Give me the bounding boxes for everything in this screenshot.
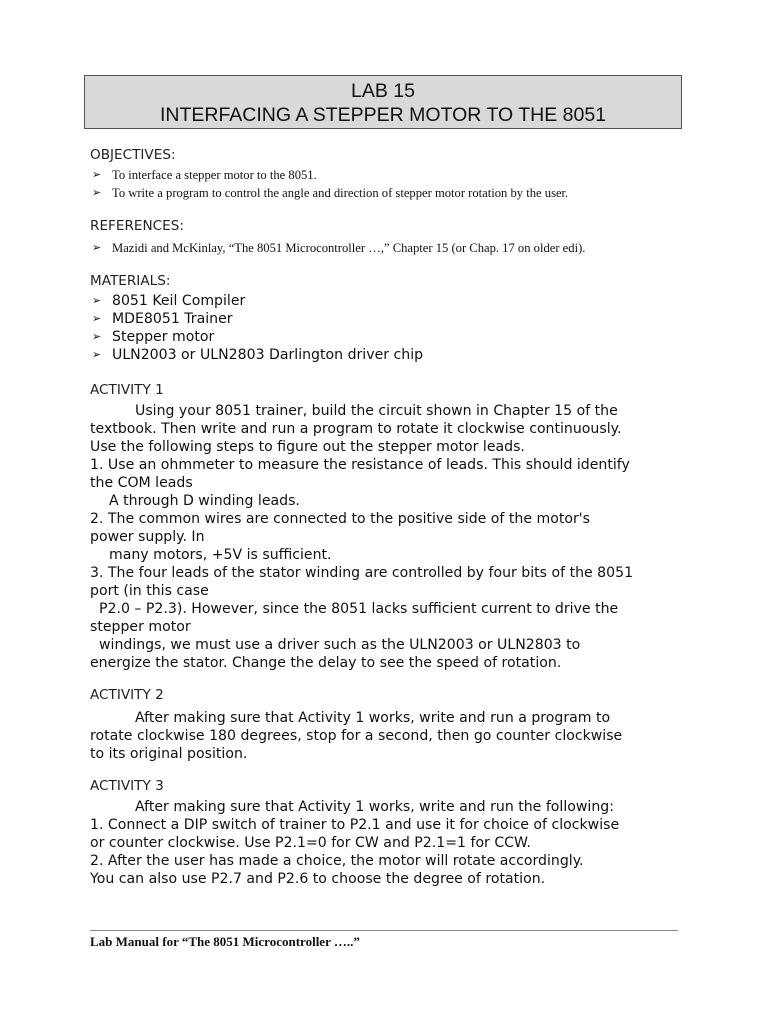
footer-divider <box>90 930 678 931</box>
activity1-body <box>90 402 690 672</box>
text-line: windings, we must use a driver such as the ULN2003 or ULN2803 to <box>99 637 581 653</box>
arrow-bullet-icon: ➢ <box>92 348 102 361</box>
activity2-section <box>90 686 690 763</box>
text-line: the COM leads <box>90 475 193 491</box>
activity2-body <box>90 709 690 763</box>
text-line: energize the stator. Change the delay to see the speed of rotation. <box>90 655 562 671</box>
text-line: Using your 8051 trainer, build the circuit shown in Chapter 15 of the <box>135 403 618 419</box>
text-line: 1. Connect a DIP switch of trainer to P2.1 and use it for choice of clockwise <box>90 817 620 833</box>
list-item: ➢ Mazidi and McKinlay, “The 8051 Microcontroller …,” Chapter 15 (or Chap. 17 on older edi). <box>92 241 586 255</box>
arrow-bullet-icon: ➢ <box>92 294 102 307</box>
footer-text: Lab Manual for “The 8051 Microcontroller …..” <box>90 934 360 949</box>
activity1-heading: ACTIVITY 1 <box>90 382 164 398</box>
text-line: many motors, +5V is sufficient. <box>109 547 332 563</box>
list-item: ➢ MDE8051 Trainer <box>92 311 233 327</box>
text-line: P2.0 – P2.3). However, since the 8051 lacks sufficient current to drive the <box>99 601 619 617</box>
arrow-bullet-icon: ➢ <box>92 186 102 199</box>
text-line: power supply. In <box>90 529 205 545</box>
text-line: You can also use P2.7 and P2.6 to choose the degree of rotation. <box>90 871 546 887</box>
objectives-heading: OBJECTIVES: <box>90 147 176 163</box>
activity1-section <box>90 381 690 672</box>
materials-list <box>90 292 690 364</box>
arrow-bullet-icon: ➢ <box>92 330 102 343</box>
list-item: ➢ To interface a stepper motor to the 8051. <box>92 168 317 182</box>
references-list <box>90 239 690 257</box>
text-line: to its original position. <box>90 746 248 762</box>
references-section <box>90 217 690 257</box>
arrow-bullet-icon: ➢ <box>92 312 102 325</box>
references-heading: REFERENCES: <box>90 218 184 234</box>
text-line: Use the following steps to figure out the stepper motor leads. <box>90 439 525 455</box>
objectives-section <box>90 146 690 202</box>
text-line: 2. After the user has made a choice, the motor will rotate accordingly. <box>90 853 584 869</box>
lab-title: INTERFACING A STEPPER MOTOR TO THE 8051 <box>159 104 607 126</box>
text-line: After making sure that Activity 1 works, write and run a program to <box>135 710 611 726</box>
text-line: port (in this case <box>90 583 209 599</box>
text-line: 1. Use an ohmmeter to measure the resistance of leads. This should identify <box>90 457 630 473</box>
activity3-body <box>90 798 690 888</box>
list-item: ➢ To write a program to control the angle and direction of stepper motor rotation by the user. <box>92 186 569 200</box>
text-line: rotate clockwise 180 degrees, stop for a second, then go counter clockwise <box>90 728 623 744</box>
activity2-heading: ACTIVITY 2 <box>90 687 164 703</box>
activity3-heading: ACTIVITY 3 <box>90 778 164 794</box>
text-line: A through D winding leads. <box>109 493 300 509</box>
materials-section <box>90 272 690 364</box>
text-line: 3. The four leads of the stator winding are controlled by four bits of the 8051 <box>90 565 634 581</box>
title-box <box>84 75 682 129</box>
lab-number: LAB 15 <box>351 80 415 102</box>
text-line: 2. The common wires are connected to the positive side of the motor's <box>90 511 590 527</box>
text-line: stepper motor <box>90 619 191 635</box>
text-line: textbook. Then write and run a program to rotate it clockwise continuously. <box>90 421 622 437</box>
materials-heading: MATERIALS: <box>90 273 171 289</box>
list-item: ➢ 8051 Keil Compiler <box>92 293 246 309</box>
objectives-list <box>90 166 690 202</box>
text-line: After making sure that Activity 1 works, write and run the following: <box>135 799 614 815</box>
list-item: ➢ ULN2003 or ULN2803 Darlington driver chip <box>92 347 424 363</box>
arrow-bullet-icon: ➢ <box>92 168 102 181</box>
activity3-section <box>90 777 690 888</box>
arrow-bullet-icon: ➢ <box>92 241 102 254</box>
list-item: ➢ Stepper motor <box>92 329 215 345</box>
text-line: or counter clockwise. Use P2.1=0 for CW and P2.1=1 for CCW. <box>90 835 531 851</box>
